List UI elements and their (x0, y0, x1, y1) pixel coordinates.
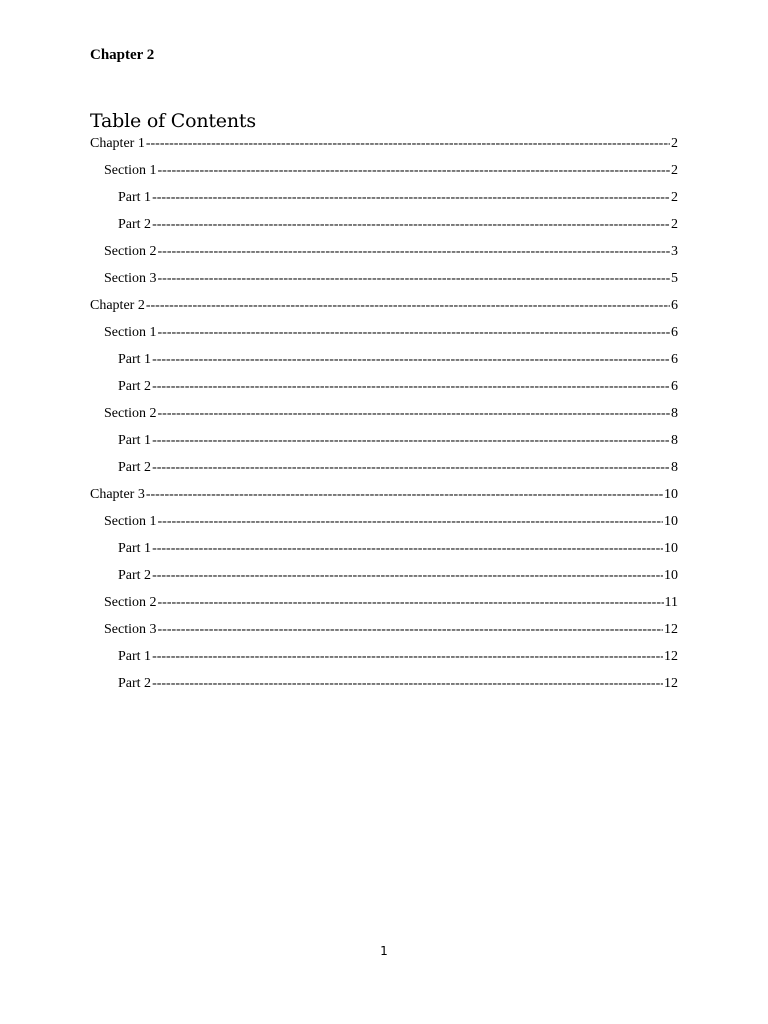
toc-entry-chapter-2-section-2-part-2[interactable] (90, 458, 678, 485)
toc-entry-chapter-3-section-1-part-1[interactable] (90, 539, 678, 566)
toc-entry-label: Part 2 (118, 217, 152, 232)
toc-entry-chapter-2[interactable] (90, 296, 678, 323)
toc-entry-page: 3 (671, 244, 678, 259)
toc-entry-page: 8 (671, 460, 678, 475)
toc-entry-page: 12 (664, 622, 678, 637)
toc-leader (146, 296, 670, 316)
toc-leader (158, 242, 671, 262)
toc-leader (158, 404, 671, 424)
toc-entry-label: Chapter 3 (90, 487, 145, 502)
toc-entry-chapter-3-section-3-part-2[interactable] (90, 674, 678, 701)
toc-entry-chapter-3-section-1[interactable] (90, 512, 678, 539)
toc-entry-chapter-1-section-1-part-1[interactable] (90, 188, 678, 215)
toc-leader (158, 620, 664, 640)
toc-leader (152, 458, 670, 478)
toc-entry-page: 10 (664, 541, 678, 556)
toc-entry-page: 8 (671, 433, 678, 448)
toc-entry-label: Part 2 (118, 676, 152, 691)
toc-entry-label: Section 1 (104, 514, 157, 529)
toc-leader (152, 215, 670, 235)
toc-entry-page: 2 (671, 217, 678, 232)
toc-leader (152, 566, 663, 586)
toc-leader (158, 593, 664, 613)
toc-entry-label: Chapter 2 (90, 298, 145, 313)
toc-entry-label: Chapter 1 (90, 136, 145, 151)
toc-entry-page: 6 (671, 325, 678, 340)
toc-entry-page: 2 (671, 163, 678, 178)
toc-leader (152, 647, 663, 667)
toc-leader (158, 269, 671, 289)
toc-entry-label: Part 2 (118, 568, 152, 583)
toc-entry-chapter-2-section-2[interactable] (90, 404, 678, 431)
toc-entry-chapter-1[interactable] (90, 134, 678, 161)
toc-entry-label: Part 1 (118, 649, 152, 664)
toc-entry-chapter-1-section-2[interactable] (90, 242, 678, 269)
toc-entry-label: Part 1 (118, 541, 152, 556)
toc-entry-page: 11 (664, 595, 678, 610)
toc-entry-chapter-1-section-3[interactable] (90, 269, 678, 296)
toc-entry-page: 10 (664, 568, 678, 583)
running-header: Chapter 2 (90, 47, 155, 63)
toc-entry-page: 10 (664, 487, 678, 502)
toc-entry-label: Section 1 (104, 325, 157, 340)
toc-leader (158, 512, 664, 532)
toc-leader (158, 161, 671, 181)
toc-leader (146, 485, 663, 505)
toc-entry-chapter-3-section-3[interactable] (90, 620, 678, 647)
toc-entry-label: Section 3 (104, 622, 157, 637)
toc-leader (146, 134, 670, 154)
toc-entry-label: Section 2 (104, 595, 157, 610)
toc-entry-page: 12 (664, 649, 678, 664)
toc-leader (152, 431, 670, 451)
toc-entry-chapter-2-section-1-part-1[interactable] (90, 350, 678, 377)
toc-entry-label: Part 2 (118, 379, 152, 394)
toc-entry-page: 12 (664, 676, 678, 691)
toc-entry-label: Part 2 (118, 460, 152, 475)
toc-entry-page: 5 (671, 271, 678, 286)
toc-entry-label: Section 1 (104, 163, 157, 178)
toc-entry-label: Section 2 (104, 244, 157, 259)
toc-leader (152, 674, 663, 694)
toc-leader (152, 539, 663, 559)
toc-entry-page: 2 (671, 190, 678, 205)
toc-entry-chapter-2-section-1-part-2[interactable] (90, 377, 678, 404)
toc-entry-label: Section 2 (104, 406, 157, 421)
toc-entry-page: 6 (671, 379, 678, 394)
toc-leader (152, 377, 670, 397)
toc-entry-chapter-2-section-1[interactable] (90, 323, 678, 350)
toc-title: Table of Contents (90, 110, 256, 132)
toc-leader (158, 323, 671, 343)
toc-leader (152, 350, 670, 370)
toc-entry-label: Part 1 (118, 190, 152, 205)
toc-entry-page: 6 (671, 352, 678, 367)
toc-entry-label: Part 1 (118, 433, 152, 448)
toc-leader (152, 188, 670, 208)
toc-entry-page: 8 (671, 406, 678, 421)
toc-entry-chapter-1-section-1[interactable] (90, 161, 678, 188)
toc-entry-chapter-3-section-2[interactable] (90, 593, 678, 620)
toc-entry-chapter-2-section-2-part-1[interactable] (90, 431, 678, 458)
toc-entry-label: Section 3 (104, 271, 157, 286)
toc-entry-chapter-3-section-3-part-1[interactable] (90, 647, 678, 674)
toc-entry-chapter-1-section-1-part-2[interactable] (90, 215, 678, 242)
toc-entry-page: 10 (664, 514, 678, 529)
toc-entry-page: 2 (671, 136, 678, 151)
toc-entry-page: 6 (671, 298, 678, 313)
toc-entry-chapter-3[interactable] (90, 485, 678, 512)
page-number: 1 (380, 944, 388, 958)
toc-entry-chapter-3-section-1-part-2[interactable] (90, 566, 678, 593)
table-of-contents (90, 134, 678, 701)
toc-entry-label: Part 1 (118, 352, 152, 367)
